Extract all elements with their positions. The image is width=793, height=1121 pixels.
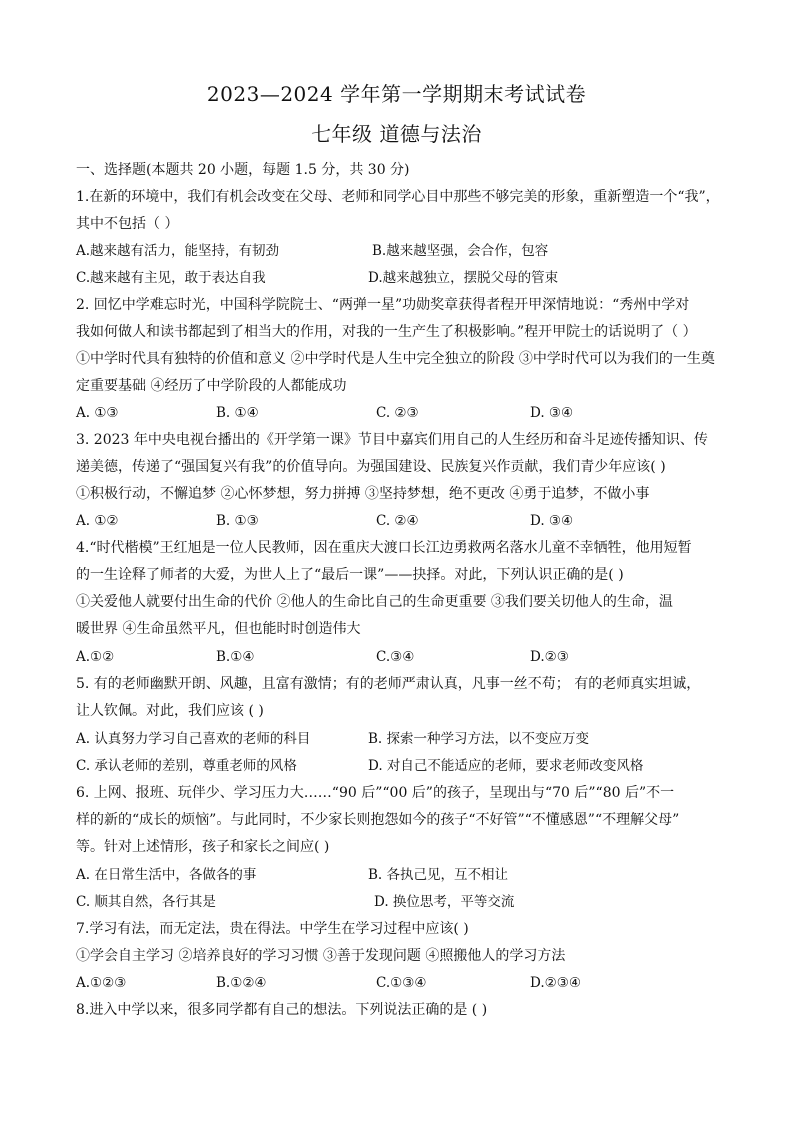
- q4-option-c: C.③④: [376, 649, 415, 665]
- question-3-line-2: 递美德，传递了“强国复兴有我”的价值导向。为强国建设、民族复兴作贡献，我们青少年应该( ): [76, 459, 666, 475]
- q1-option-d: D.越来越独立，摆脱父母的管束: [368, 270, 559, 286]
- q5-option-d: D. 对自己不能适应的老师，要求老师改变风格: [368, 758, 644, 774]
- question-7-line-2: ①学会自主学习 ②培养良好的学习习惯 ③善于发现问题 ④照搬他人的学习方法: [76, 948, 566, 964]
- question-7-line-1: 7.学习有法，而无定法，贵在得法。中学生在学习过程中应该( ): [76, 921, 469, 937]
- question-2-line-1: 2. 回忆中学难忘时光，中国科学院院士、“两弹一星”功勋奖章获得者程开甲深情地说：“秀州中学对: [76, 297, 690, 313]
- question-4-line-3: ①关爱他人就要付出生命的代价 ②他人的生命比自己的生命更重要 ③我们要关切他人的生命，温: [76, 594, 673, 610]
- q7-option-c: C.①③④: [376, 975, 427, 991]
- question-1-line-2: 其中不包括（ ）: [76, 216, 179, 232]
- q7-option-d: D.②③④: [530, 975, 581, 991]
- question-2-line-2: 我如何做人和读书都起到了相当大的作用，对我的一生产生了积极影响。”程开甲院士的话说明了（ ）: [76, 324, 697, 340]
- q2-option-c: C. ②③: [376, 405, 419, 421]
- q6-option-a: A. 在日常生活中，各做各的事: [76, 867, 257, 883]
- q4-option-d: D.②③: [530, 649, 569, 665]
- q3-option-b: B. ①③: [216, 513, 259, 529]
- q6-option-c: C. 顺其自然，各行其是: [76, 894, 216, 910]
- question-6-line-3: 等。针对上述情形，孩子和家长之间应( ): [76, 839, 330, 855]
- q1-option-a: A.越来越有活力，能坚持，有韧劲: [76, 243, 280, 259]
- q4-option-b: B.①④: [216, 649, 255, 665]
- q5-option-a: A. 认真努力学习自己喜欢的老师的科目: [76, 731, 311, 747]
- q5-option-c: C. 承认老师的差别，尊重老师的风格: [76, 758, 297, 774]
- question-6-line-2: 样的新的“成长的烦恼”。与此同时，不少家长则抱怨如今的孩子“不好管”“不懂感恩”“不理解父母”: [76, 812, 680, 828]
- q1-option-c: C.越来越有主见，敢于表达自我: [76, 270, 266, 286]
- q7-option-a: A.①②③: [76, 975, 127, 991]
- q1-option-b: B.越来越坚强，会合作，包容: [372, 243, 549, 259]
- question-5-line-1: 5. 有的老师幽默开朗、风趣，且富有激情；有的老师严肃认真，凡事一丝不苟； 有的老师真实坦诚，: [76, 676, 701, 692]
- q4-option-a: A.①②: [76, 649, 115, 665]
- q7-option-b: B.①②④: [216, 975, 267, 991]
- section-heading: 一、选择题(本题共 20 小题，每题 1.5 分，共 30 分): [76, 162, 410, 178]
- q3-option-a: A. ①②: [76, 513, 119, 529]
- q5-option-b: B. 探索一种学习方法，以不变应万变: [368, 731, 590, 747]
- q2-option-b: B. ①④: [216, 405, 259, 421]
- q3-option-c: C. ②④: [376, 513, 419, 529]
- q3-option-d: D. ③④: [530, 513, 574, 529]
- question-5-line-2: 让人钦佩。对此，我们应该 ( ): [76, 703, 264, 719]
- question-2-line-3: ①中学时代具有独特的价值和意义 ②中学时代是人生中完全独立的阶段 ③中学时代可以为我们的一生奠: [76, 351, 715, 367]
- question-8-line-1: 8.进入中学以来，很多同学都有自己的想法。下列说法正确的是 ( ): [76, 1002, 488, 1018]
- question-3-line-1: 3. 2023 年中央电视台播出的《开学第一课》节目中嘉宾们用自己的人生经历和奋斗足迹传播知识、传: [76, 432, 708, 448]
- question-4-line-4: 暖世界 ④生命虽然平凡，但也能时时创造伟大: [76, 621, 361, 637]
- question-2-line-4: 定重要基础 ④经历了中学阶段的人都能成功: [76, 378, 347, 394]
- question-6-line-1: 6. 上网、报班、玩伴少、学习压力大……“90 后”“00 后”的孩子，呈现出与“70 后”“80 后”不一: [76, 785, 675, 801]
- q6-option-b: B. 各执己见，互不相让: [368, 867, 509, 883]
- exam-subtitle: 七年级 道德与法治: [311, 122, 482, 146]
- exam-title: 2023—2024 学年第一学期期末考试试卷: [206, 82, 587, 106]
- q6-option-d: D. 换位思考，平等交流: [374, 894, 515, 910]
- question-4-line-1: 4.“时代楷模”王红旭是一位人民教师，因在重庆大渡口长江边勇救两名落水儿童不幸牺牲，他用短暂: [76, 540, 692, 556]
- question-1-line-1: 1.在新的环境中，我们有机会改变在父母、老师和同学心目中那些不够完美的形象，重新塑造一个“我”，: [76, 189, 720, 205]
- question-4-line-2: 的一生诠释了师者的大爱，为世人上了“最后一课”——抉择。对此，下列认识正确的是( ): [76, 567, 624, 583]
- q2-option-d: D. ③④: [530, 405, 574, 421]
- question-3-line-3: ①积极行动，不懈追梦 ②心怀梦想，努力拼搏 ③坚持梦想，绝不更改 ④勇于追梦，不做小事: [76, 486, 650, 502]
- q2-option-a: A. ①③: [76, 405, 119, 421]
